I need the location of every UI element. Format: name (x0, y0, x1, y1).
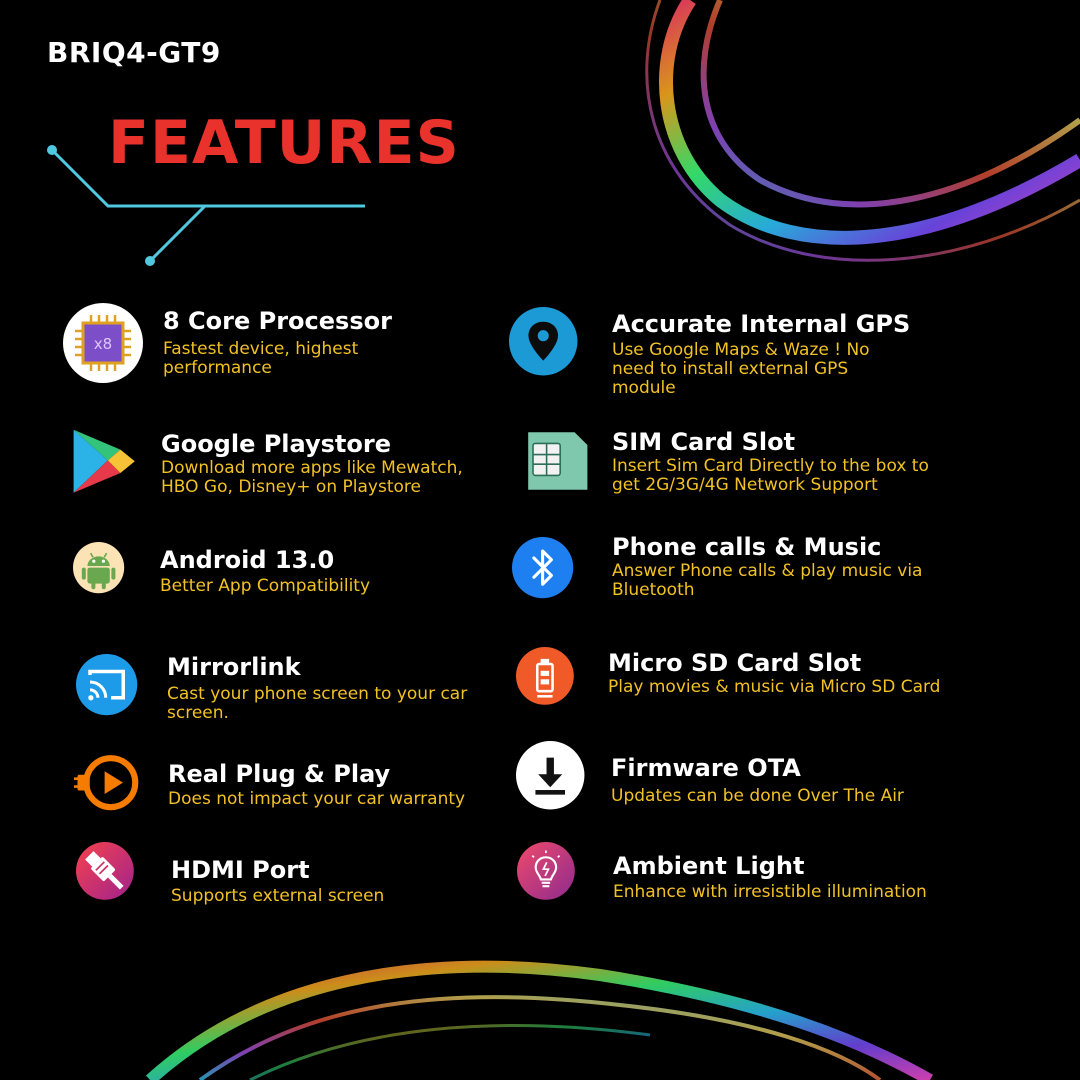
feature-title: SIM Card Slot (612, 428, 796, 456)
cast-icon (76, 654, 146, 724)
cpu-chip-icon (63, 303, 143, 383)
feature-title: Android 13.0 (160, 546, 335, 574)
feature-description: Download more apps like Mewatch, HBO Go, Disney+ on Playstore (161, 458, 463, 497)
feature-title: Micro SD Card Slot (608, 649, 862, 677)
feature-description: Cast your phone screen to your car screen. (167, 684, 468, 723)
android-icon (73, 542, 137, 606)
brand-name: BRIQ4-GT9 (47, 36, 221, 69)
feature-description: Supports external screen (171, 886, 385, 906)
feature-description: Answer Phone calls & play music via Bluetooth (612, 561, 923, 600)
plug-play-icon (70, 752, 148, 822)
feature-title: Real Plug & Play (168, 760, 391, 788)
feature-description: Better App Compatibility (160, 576, 371, 596)
feature-title: Phone calls & Music (612, 533, 882, 561)
location-pin-icon (509, 307, 583, 381)
page-title: FEATURES (108, 108, 460, 178)
feature-title: Mirrorlink (167, 653, 301, 681)
feature-description: Insert Sim Card Directly to the box to get 2G/3G/4G Network Support (612, 456, 929, 495)
feature-title: Google Playstore (161, 430, 391, 458)
feature-title: 8 Core Processor (163, 307, 392, 335)
play-store-icon (70, 428, 142, 500)
feature-title: Accurate Internal GPS (612, 310, 911, 338)
bluetooth-icon (512, 537, 582, 607)
feature-description: Updates can be done Over The Air (611, 786, 904, 806)
hdmi-cable-icon (76, 842, 144, 910)
feature-description: Enhance with irresistible illumination (613, 882, 927, 902)
feature-title: HDMI Port (171, 856, 310, 884)
feature-title: Firmware OTA (611, 754, 801, 782)
sim-card-icon (516, 429, 598, 493)
feature-description: Fastest device, highest performance (163, 339, 359, 378)
chip-label: x8 (93, 335, 113, 353)
feature-description: Play movies & music via Micro SD Card (608, 677, 941, 697)
feature-description: Use Google Maps & Waze ! No need to install external GPS module (612, 340, 870, 398)
feature-title: Ambient Light (613, 852, 805, 880)
feature-description: Does not impact your car warranty (168, 789, 466, 809)
sd-card-icon (516, 647, 584, 715)
light-bulb-icon (517, 842, 585, 910)
download-icon (516, 741, 590, 815)
